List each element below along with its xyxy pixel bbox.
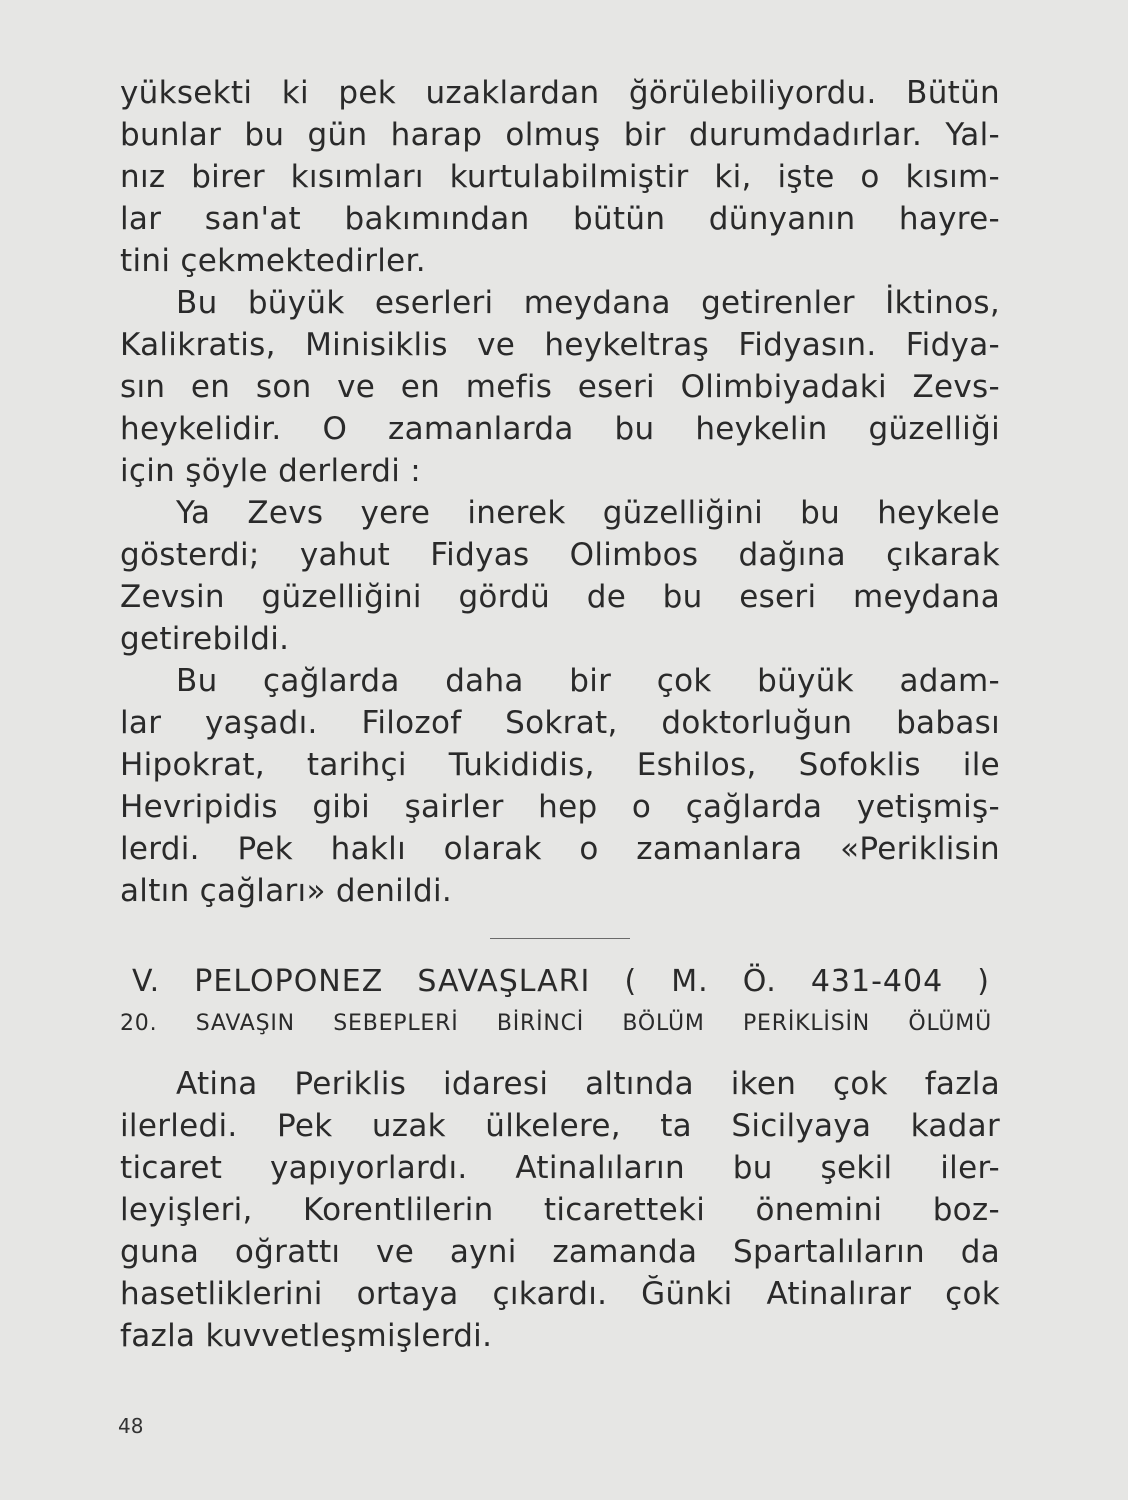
paragraph-1 xyxy=(120,72,1000,282)
text-line: Bu büyük eserleri meydana getirenler İktinos, xyxy=(176,285,1000,321)
text-line: Ya Zevs yere inerek güzelliğini bu heykele xyxy=(176,495,1000,531)
text-line: lerdi. Pek haklı olarak o zamanlara «Periklisin xyxy=(120,831,1000,867)
text-line: tini çekmektedirler. xyxy=(120,243,426,279)
text-line: Atina Periklis idaresi altında iken çok fazla xyxy=(176,1066,1000,1102)
text-line: ticaret yapıyorlardı. Atinalıların bu şekil iler- xyxy=(120,1150,1000,1186)
section-divider xyxy=(490,938,630,939)
text-line: Zevsin güzelliğini gördü de bu eseri meydana xyxy=(120,579,1000,615)
text-line: heykelidir. O zamanlarda bu heykelin güzelliği xyxy=(120,411,1000,447)
text-line: ilerledi. Pek uzak ülkelere, ta Sicilyaya kadar xyxy=(120,1108,1000,1144)
text-line: leyişleri, Korentlilerin ticaretteki önemini boz- xyxy=(120,1192,1000,1228)
text-line: altın çağları» denildi. xyxy=(120,873,453,909)
text-line: lar san'at bakımından bütün dünyanın hayre- xyxy=(120,201,1000,237)
paragraph-3 xyxy=(120,492,1000,660)
page-number: 48 xyxy=(118,1414,144,1438)
text-line: Bu çağlarda daha bir çok büyük adam- xyxy=(176,663,1000,699)
text-line: gösterdi; yahut Fidyas Olimbos dağına çıkarak xyxy=(120,537,1000,573)
text-line: bunlar bu gün harap olmuş bir durumdadırlar. Yal- xyxy=(120,117,1000,153)
chapter-title: V. PELOPONEZ SAVAŞLARI ( M. Ö. 431-404 ) xyxy=(132,964,990,999)
text-line: Kalikratis, Minisiklis ve heykeltraş Fidyasın. Fidya- xyxy=(120,327,1000,363)
text-line: yüksekti ki pek uzaklardan ğörülebiliyordu. Bütün xyxy=(120,75,1000,111)
section-title: 20. SAVAŞIN SEBEPLERİ BİRİNCİ BÖLÜM PERİKLİSİN ÖLÜMÜ xyxy=(120,1011,992,1036)
text-line: Hipokrat, tarihçi Tukididis, Eshilos, Sofoklis ile xyxy=(120,747,1000,783)
page-body xyxy=(120,72,1000,1357)
text-line: sın en son ve en mefis eseri Olimbiyadaki Zevs- xyxy=(120,369,1000,405)
text-line: guna oğrattı ve ayni zamanda Spartalıların da xyxy=(120,1234,1000,1270)
paragraph-2 xyxy=(120,282,1000,492)
text-line: Hevripidis gibi şairler hep o çağlarda yetişmiş- xyxy=(120,789,1000,825)
paragraph-4 xyxy=(120,660,1000,912)
text-line: getirebildi. xyxy=(120,621,290,657)
text-line: fazla kuvvetleşmişlerdi. xyxy=(120,1318,493,1354)
text-line: lar yaşadı. Filozof Sokrat, doktorluğun babası xyxy=(120,705,1000,741)
paragraph-5 xyxy=(120,1063,1000,1357)
text-line: için şöyle derlerdi : xyxy=(120,453,422,489)
text-line: nız birer kısımları kurtulabilmiştir ki, işte o kısım- xyxy=(120,159,1000,195)
text-line: hasetliklerini ortaya çıkardı. Ğünki Atinalırar çok xyxy=(120,1276,1000,1312)
